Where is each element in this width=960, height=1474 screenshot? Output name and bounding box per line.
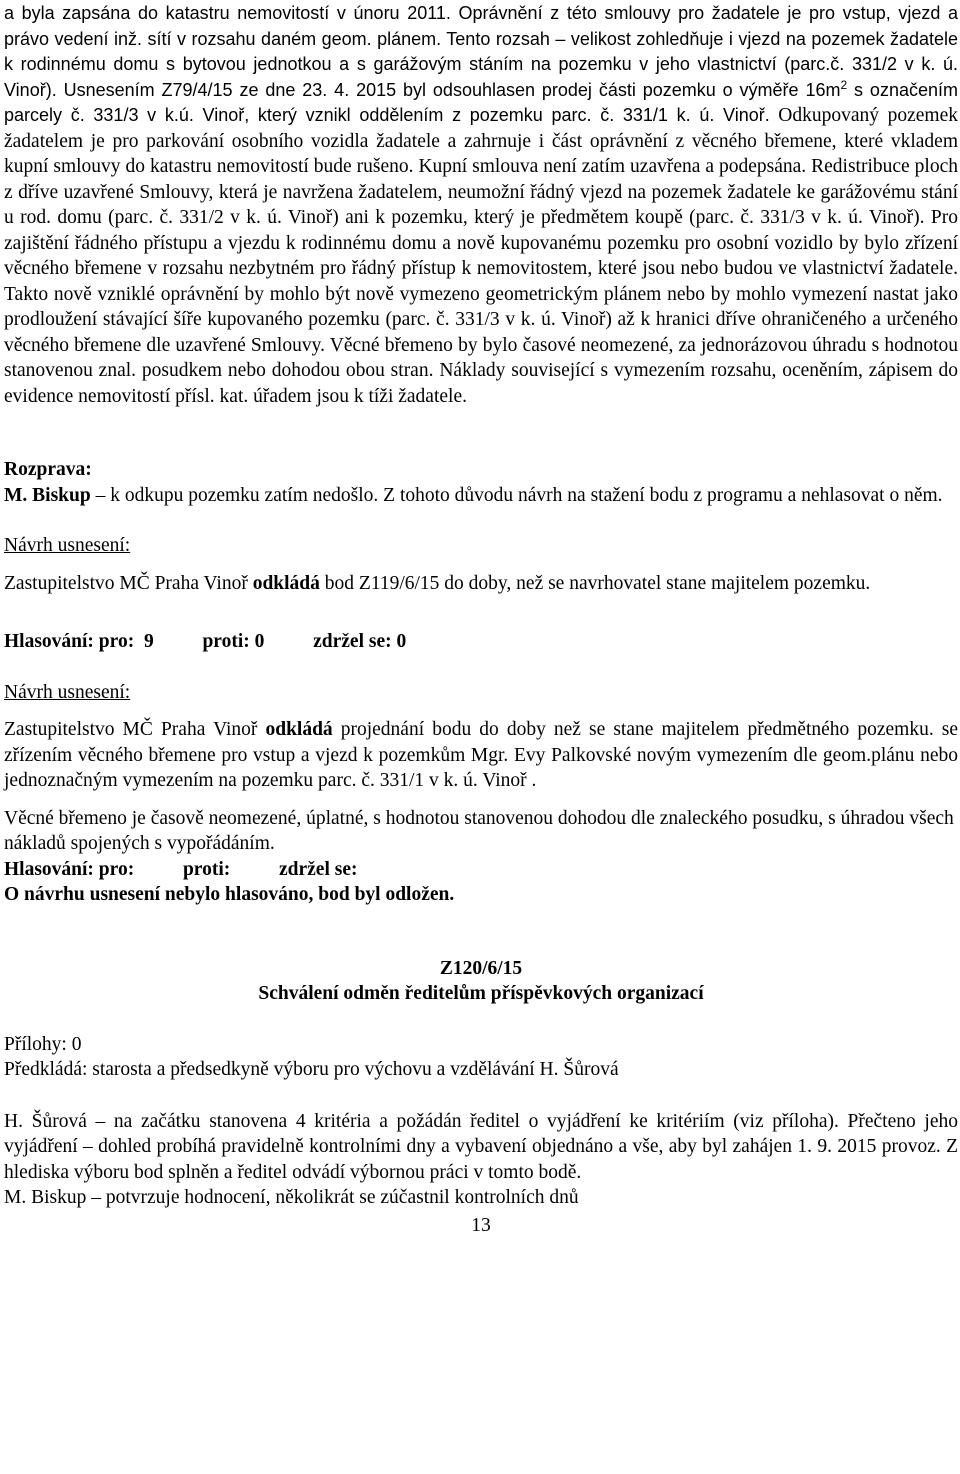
resolution-1-post: bod Z119/6/15 do doby, než se navrhovatel stane majitelem pozemku. <box>319 572 871 594</box>
resolution-2-verb: odkládá <box>265 719 333 740</box>
presenter-line: Předkládá: starosta a předsedkyně výboru pro výchovu a vzdělávání H. Šůrová <box>4 1059 619 1080</box>
easement-note: Věcné břemeno je časově neomezené, úplatné, s hodnotou stanovenou dohodou dle znaleckého posudku, s úhradou všech nákladů spojených s vypořádáním. <box>4 807 954 854</box>
page-number: 13 <box>471 1214 491 1236</box>
surova-statement: H. Šůrová – na začátku stanovena 4 kritéria a požádán ředitel o vyjádření ke kritériím (viz příloha). Přečteno jeho vyjádření – dohled probíhá pravidelně kontrolními dny a vybavení objednáno a vše, aby byl zahájen 1. 9. 2015 provoz. Z hlediska výboru bod splněn a ředitel odvádí výbornou práci v tomto bodě. <box>4 1110 958 1183</box>
resolution-2-pre: Zastupitelstvo MČ Praha Vinoř <box>4 719 266 740</box>
biskup-statement <box>4 483 958 509</box>
background-paragraph <box>4 1 958 409</box>
navrh-usneseni-heading-2: Návrh usnesení: <box>4 681 131 703</box>
outcome-text: O návrhu usnesení nebylo hlasováno, bod byl odložen. <box>4 884 455 905</box>
statement-text: – k odkupu pozemku zatím nedošlo. Z tohoto důvodu návrh na stažení bodu z programu a nehlasovat o něm. <box>90 484 943 506</box>
resolution-1-verb: odkládá <box>252 572 320 594</box>
speaker-name: M. Biskup <box>4 484 91 506</box>
resolution-2-post: projednání bodu do doby než se stane majitelem předmětného pozemku. se zřízením věcného břemene pro vstup a vjezd k pozemkům Mgr. Evy Palkovské novým vymezením dle geom.plánu nebo jednoznačným vymezením na pozemku parc. č. 331/1 v k. ú. Vinoř . <box>4 719 959 791</box>
superscript-2: 2 <box>840 77 848 92</box>
resolution-2 <box>4 717 958 794</box>
navrh-usneseni-heading-1: Návrh usnesení: <box>4 535 131 556</box>
vote-result-1: Hlasování: pro: 9 proti: 0 zdržel se: 0 <box>4 631 407 652</box>
rozprava-heading: Rozprava: <box>4 459 92 480</box>
item-title: Schválení odměn ředitelům příspěvkových organizací <box>258 983 704 1004</box>
paragraph-text-2: s označením parcely č. 331/3 v k.ú. Vinoř, který vznikl oddělením z pozemku parc. č. 331/1 k. ú. Vinoř. <box>4 79 958 125</box>
paragraph-text-3: Odkupovaný pozemek žadatelem je pro parkování osobního vozidla žadatele a zahrnuje i část oprávnění z věcného břemene, které vkladem kupní smlouvy do katastru nemovitostí bude rušeno. Kupní smlouva není zatím uzavřena a podepsána. Redistribuce ploch z dříve uzavřené Smlouvy, která je navržena žadatelem, neumožní řádný vjezd na pozemek žadatele ke garážovému stání u rod. domu (parc. č. 331/2 v k. ú. Vinoř) ani k pozemku, který je předmětem koupě (parc. č. 331/3 v k. ú. Vinoř). Pro zajištění řádného přístupu a vjezdu k rodinnému domu a nově kupovanému pozemku pro osobní vozidlo by bylo zřízení věcného břemene v rozsahu nezbytném pro řádný přístup k nemovitostem, které jsou nebo budou ve vlastnictví žadatele. Takto nově vzniklé oprávnění by mohlo být nově vymezeno geometrickým plánem nebo by mohlo vymezení nastat jako prodloužení stávající šíře kupovaného pozemku (parc. č. 331/3 v k. ú. Vinoř) až k hranici dříve ohraničeného a určeného věcného břemene dle uzavřené Smlouvy. Věcné břemeno by bylo časové neomezené, za jednorázovou úhradu s hodnotou stanovenou znal. posudkem nebo dohodou obou stran. Náklady související s vymezením rozsahu, oceněním, zápisem do evidence nemovitostí přísl. kat. úřadem jsou k tíži žadatele. <box>4 105 958 407</box>
resolution-1-pre: Zastupitelstvo MČ Praha Vinoř <box>4 572 253 594</box>
biskup-statement-2: M. Biskup – potvrzuje hodnocení, několikrát se zúčastnil kontrolních dnů <box>4 1187 579 1208</box>
attachments-line: Přílohy: 0 <box>4 1033 82 1055</box>
resolution-1 <box>4 571 958 597</box>
item-number: Z120/6/15 <box>439 957 523 979</box>
document-page <box>4 1 958 1238</box>
vote-result-2: Hlasování: pro: proti: zdržel se: <box>4 858 358 880</box>
paragraph-text-1: a byla zapsána do katastru nemovitostí v únoru 2011. Oprávnění z této smlouvy pro žadatele je pro vstup, vjezd a právo vedení inž. sítí v rozsahu daném geom. plánem. Tento rozsah – velikost zohledňuje i vjezd na pozemek žadatele k rodinnému domu s bytovou jednotkou a s garážovým stáním na pozemku v jeho vlastnictví (parc.č. 331/2 v k. ú. Vinoř). Usnesením Z79/4/15 ze dne 23. 4. 2015 byl odsouhlasen prodej části pozemku o výměře 16m <box>4 3 958 100</box>
